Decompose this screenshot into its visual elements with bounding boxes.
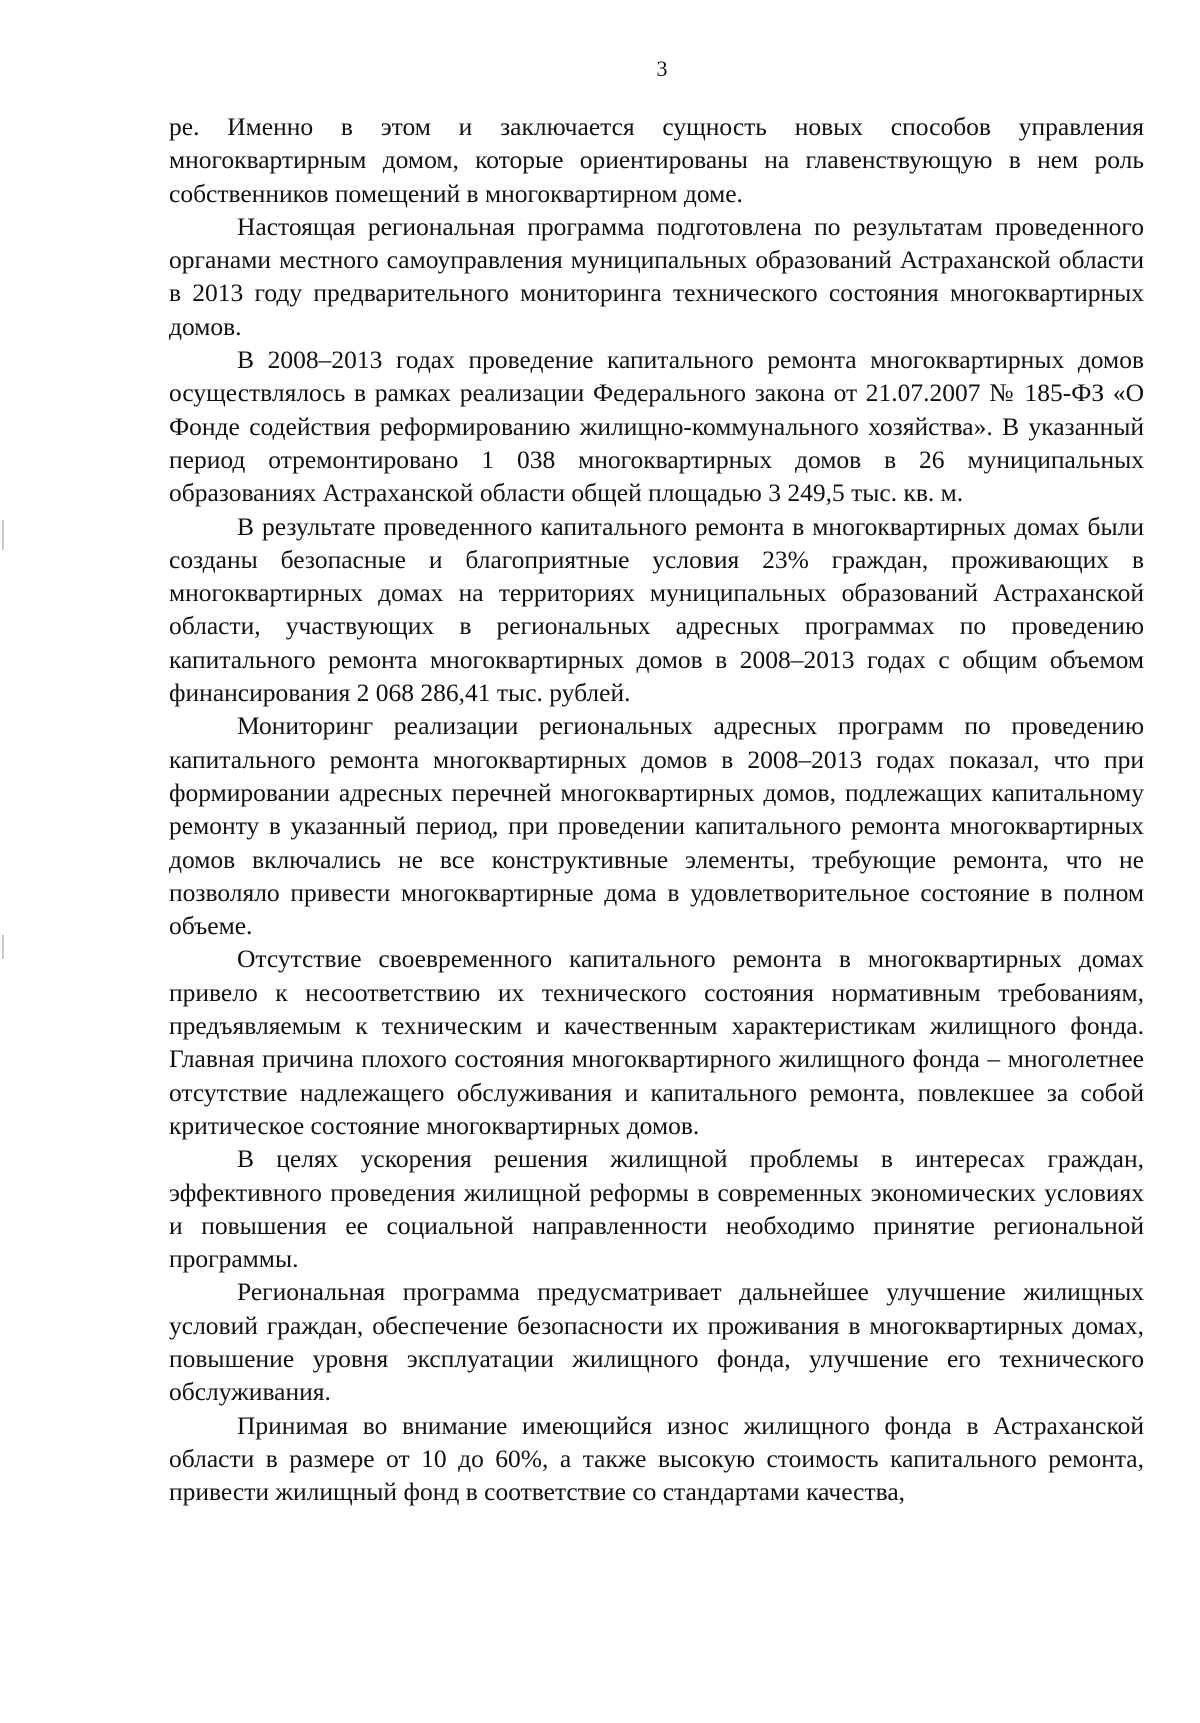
paragraph: ре. Именно в этом и заключается сущность новых способов управления многоквартирным домом, которые ориентированы на главенствующую в нем роль собственников помещений в многоквартирном доме. xyxy=(169,112,1144,208)
page-number: 3 xyxy=(656,56,668,81)
paragraph: Настоящая региональная программа подготовлена по результатам проведенного органами местного самоуправления муниципальных образований Астраханской области в 2013 году предварительного мониторинга технического состояния многоквартирных домов. xyxy=(169,211,1144,341)
paragraph: Принимая во внимание имеющийся износ жилищного фонда в Астраханской области в размере от 10 до 60%, а также высокую стоимость капитального ремонта, привести жилищный фонд в соответствие со стандартами качества, xyxy=(169,1410,1144,1507)
paragraph: Отсутствие своевременного капитального ремонта в многоквартирных домах привело к несоответствию их технического состояния нормативным требованиям, предъявляемым к техническим и качественным характеристикам жилищного фонда. Главная причина плохого состояния многоквартирного жилищного фонда – многолетнее отсутствие надлежащего обслуживания и капитального ремонта, повлекшее за собой критическое состояние многоквартирных домов. xyxy=(169,944,1144,1140)
scan-edge-mark xyxy=(2,935,4,959)
paragraph: В целях ускорения решения жилищной проблемы в интересах граждан, эффективного проведения жилищной реформы в современных экономических условиях и повышения ее социальной направленности необходимо принятие региональной программы. xyxy=(169,1144,1144,1274)
paragraph: В 2008–2013 годах проведение капитального ремонта многоквартирных домов осуществлялось в рамках реализации Федерального закона от 21.07.2007 № 185-ФЗ «О Фонде содействия реформированию жилищно-коммунального хозяйства». В указанный период отремонтировано 1 038 многоквартирных домов в 26 муниципальных образованиях Астраханской области общей площадью 3 249,5 тыс. кв. м. xyxy=(169,345,1144,508)
scan-edge-mark xyxy=(2,520,4,550)
document-body xyxy=(169,110,1144,1508)
paragraph: Мониторинг реализации региональных адресных программ по проведению капитального ремонта многоквартирных домов в 2008–2013 годах показал, что при формировании адресных перечней многоквартирных домов, подлежащих капитальному ремонту в указанный период, при проведении капитального ремонта многоквартирных домов включались не все конструктивные элементы, требующие ремонта, что не позволяло привести многоквартирные дома в удовлетворительное состояние в полном объеме. xyxy=(169,711,1144,941)
paragraph: В результате проведенного капитального ремонта в многоквартирных домах были созданы безопасные и благоприятные условия 23% граждан, проживающих в многоквартирных домах на территориях муниципальных образований Астраханской области, участвующих в региональных адресных программах по проведению капитального ремонта многоквартирных домов в 2008–2013 годах с общим объемом финансирования 2 068 286,41 тыс. рублей. xyxy=(169,511,1144,708)
paragraph: Региональная программа предусматривает дальнейшее улучшение жилищных условий граждан, обеспечение безопасности их проживания в многоквартирных домах, повышение уровня эксплуатации жилищного фонда, улучшение его технического обслуживания. xyxy=(169,1277,1144,1407)
